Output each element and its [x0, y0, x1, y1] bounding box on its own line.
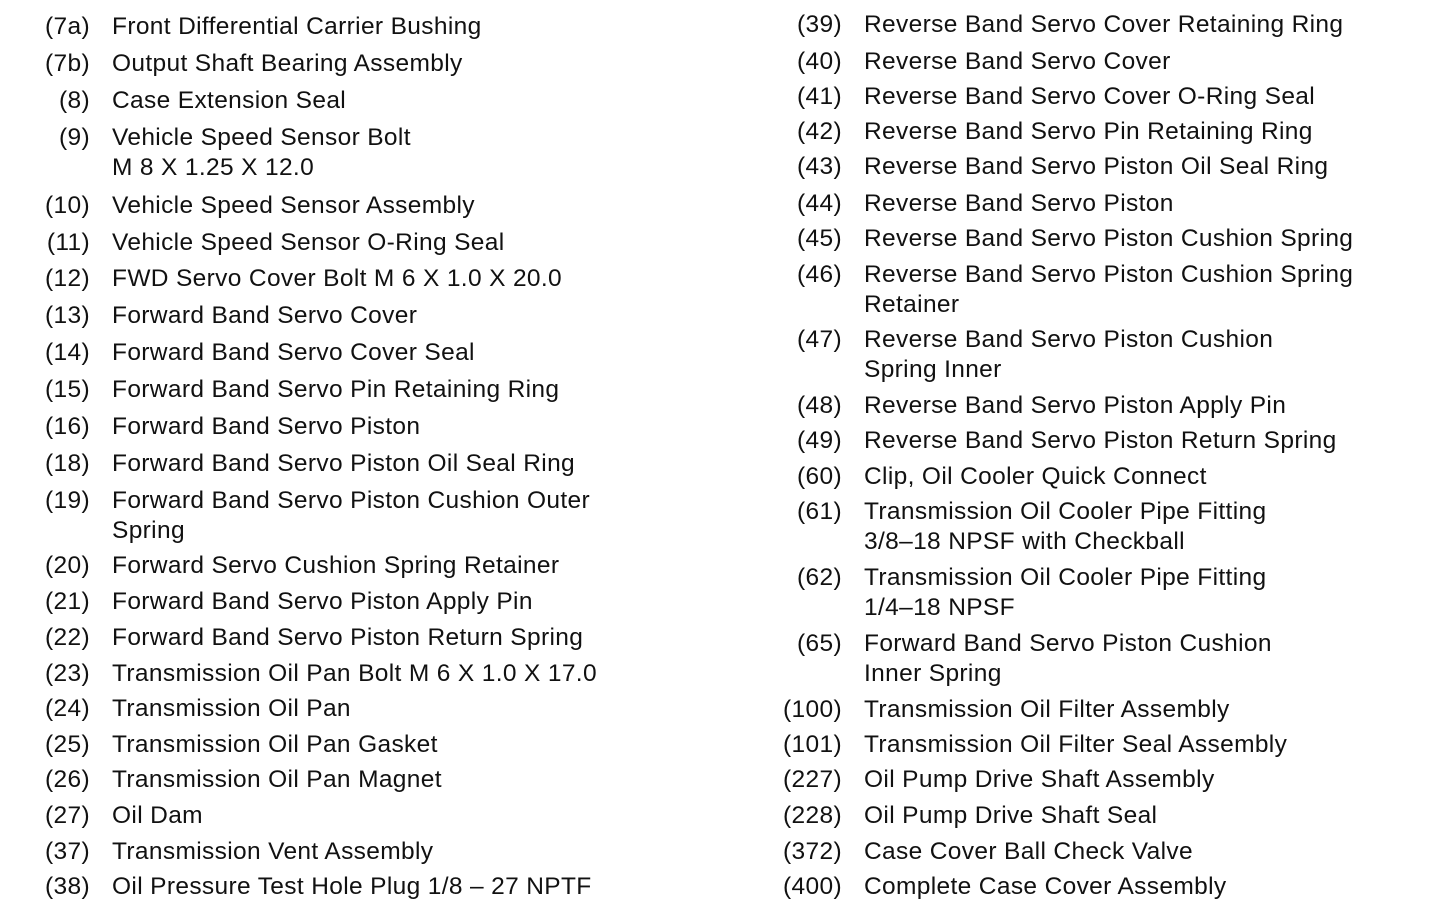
legend-item-description-line: Reverse Band Servo Piston Return Spring	[864, 427, 1337, 454]
legend-item-description-line: Oil Pump Drive Shaft Seal	[864, 802, 1158, 829]
legend-item-description	[112, 338, 475, 368]
legend-item-number: (27)	[45, 802, 90, 829]
legend-item-description-line: Forward Band Servo Piston	[112, 413, 421, 440]
legend-item-description	[112, 872, 592, 902]
legend-item-number: (13)	[45, 302, 90, 329]
legend-item-number: (12)	[45, 265, 90, 292]
legend-item-description	[864, 391, 1286, 421]
legend-item-description	[112, 623, 583, 653]
legend-item-description	[864, 152, 1328, 182]
legend-item-description	[112, 86, 346, 116]
legend-item-description	[112, 765, 442, 795]
legend-item-description-line: Transmission Oil Pan	[112, 695, 351, 722]
legend-item-description-line: Case Extension Seal	[112, 87, 347, 114]
legend-item-number: (16)	[45, 413, 90, 440]
legend-item-description-line: Complete Case Cover Assembly	[864, 873, 1227, 900]
legend-item-number: (65)	[797, 630, 842, 657]
legend-item-description	[112, 123, 411, 183]
legend-item-number: (20)	[45, 552, 90, 579]
legend-item-description-line: Case Cover Ball Check Valve	[864, 838, 1193, 865]
legend-item-description	[112, 730, 438, 760]
legend-item-description-line: Oil Pump Drive Shaft Assembly	[864, 766, 1215, 793]
legend-item-description	[112, 587, 533, 617]
legend-item-number: (7b)	[45, 50, 90, 77]
legend-item-description	[112, 301, 417, 331]
legend-item-number: (22)	[45, 624, 90, 651]
legend-item-description-line: Forward Band Servo Piston Apply Pin	[112, 588, 533, 615]
legend-item-number: (25)	[45, 731, 90, 758]
legend-item-description-line: Reverse Band Servo Piston Cushion Spring	[864, 261, 1354, 288]
legend-item-description	[864, 629, 1272, 689]
legend-item-number: (46)	[797, 261, 842, 288]
legend-item-number: (7a)	[45, 13, 90, 40]
legend-item-description	[864, 47, 1171, 77]
legend-item-description-line: Transmission Oil Filter Assembly	[864, 696, 1230, 723]
legend-item-description-line: Reverse Band Servo Cover	[864, 48, 1171, 75]
legend-item-number: (38)	[45, 873, 90, 900]
legend-item-number: (9)	[59, 124, 90, 151]
legend-item-description-line: Forward Band Servo Piston Return Spring	[112, 624, 584, 651]
legend-item-description-line: Reverse Band Servo Pin Retaining Ring	[864, 118, 1313, 145]
legend-item-description	[112, 486, 590, 546]
legend-item-number: (10)	[45, 192, 90, 219]
legend-item-number: (48)	[797, 392, 842, 419]
legend-item-description	[864, 426, 1337, 456]
legend-item-description	[864, 801, 1157, 831]
legend-item-number: (40)	[797, 48, 842, 75]
legend-item-description-line: 3/8–18 NPSF with Checkball	[864, 528, 1185, 555]
legend-item-number: (372)	[783, 838, 842, 865]
legend-item-number: (14)	[45, 339, 90, 366]
legend-item-description	[864, 10, 1343, 40]
legend-item-description	[112, 551, 559, 581]
legend-item-number: (44)	[797, 190, 842, 217]
legend-item-description	[112, 449, 575, 479]
legend-item-description	[112, 12, 482, 42]
legend-item-description-line: Forward Band Servo Piston Cushion Outer	[112, 487, 591, 514]
legend-item-number: (45)	[797, 225, 842, 252]
legend-item-description-line: Front Differential Carrier Bushing	[112, 13, 482, 40]
legend-item-number: (62)	[797, 564, 842, 591]
legend-item-description	[864, 695, 1230, 725]
legend-item-description-line: Reverse Band Servo Piston Oil Seal Ring	[864, 153, 1329, 180]
legend-item-description-line: Transmission Oil Pan Gasket	[112, 731, 438, 758]
legend-item-description	[864, 730, 1287, 760]
legend-item-description-line: Forward Servo Cushion Spring Retainer	[112, 552, 560, 579]
legend-item-description-line: Output Shaft Bearing Assembly	[112, 50, 463, 77]
legend-item-description-line: Reverse Band Servo Cover Retaining Ring	[864, 11, 1344, 38]
legend-item-number: (42)	[797, 118, 842, 145]
legend-item-description	[112, 659, 597, 689]
legend-item-description-line: Transmission Oil Pan Bolt M 6 X 1.0 X 17.0	[112, 660, 597, 687]
legend-item-number: (49)	[797, 427, 842, 454]
legend-item-description	[864, 765, 1215, 795]
legend-item-description	[864, 325, 1273, 385]
legend-item-description	[112, 49, 463, 79]
legend-item-description	[864, 497, 1266, 557]
legend-item-description-line: Inner Spring	[864, 660, 1002, 687]
legend-item-description-line: Spring Inner	[864, 356, 1002, 383]
legend-item-description	[112, 264, 562, 294]
legend-item-description	[864, 872, 1226, 902]
legend-item-number: (23)	[45, 660, 90, 687]
legend-item-description-line: Oil Dam	[112, 802, 203, 829]
legend-item-number: (61)	[797, 498, 842, 525]
legend-item-description	[864, 117, 1313, 147]
legend-item-number: (227)	[783, 766, 842, 793]
legend-item-description	[864, 224, 1353, 254]
legend-item-description-line: Forward Band Servo Piston Cushion	[864, 630, 1272, 657]
legend-item-number: (41)	[797, 83, 842, 110]
legend-item-number: (400)	[783, 873, 842, 900]
legend-item-description-line: Forward Band Servo Piston Oil Seal Ring	[112, 450, 576, 477]
legend-item-number: (21)	[45, 588, 90, 615]
legend-item-description-line: Reverse Band Servo Piston Cushion	[864, 326, 1274, 353]
legend-item-number: (228)	[783, 802, 842, 829]
legend-item-number: (100)	[783, 696, 842, 723]
legend-item-number: (15)	[45, 376, 90, 403]
legend-item-description	[112, 375, 559, 405]
legend-item-description-line: M 8 X 1.25 X 12.0	[112, 154, 315, 181]
legend-item-description-line: Transmission Oil Pan Magnet	[112, 766, 442, 793]
legend-item-description	[864, 260, 1353, 320]
legend-item-description-line: Transmission Vent Assembly	[112, 838, 434, 865]
legend-item-number: (60)	[797, 463, 842, 490]
legend-item-number: (11)	[46, 229, 90, 256]
legend-item-description-line: Reverse Band Servo Piston Apply Pin	[864, 392, 1287, 419]
legend-item-number: (8)	[59, 87, 90, 114]
legend-item-description	[112, 412, 420, 442]
legend-item-number: (18)	[45, 450, 90, 477]
legend-item-description	[864, 837, 1193, 867]
legend-item-description	[864, 462, 1207, 492]
legend-item-description-line: FWD Servo Cover Bolt M 6 X 1.0 X 20.0	[112, 265, 563, 292]
legend-item-description-line: Spring	[112, 517, 185, 544]
legend-item-description	[864, 189, 1174, 219]
legend-item-description-line: Transmission Oil Filter Seal Assembly	[864, 731, 1288, 758]
legend-item-number: (39)	[797, 11, 842, 38]
legend-item-description-line: Vehicle Speed Sensor O-Ring Seal	[112, 229, 505, 256]
legend-item-number: (101)	[783, 731, 842, 758]
legend-item-description-line: Forward Band Servo Pin Retaining Ring	[112, 376, 560, 403]
legend-item-description-line: Vehicle Speed Sensor Assembly	[112, 192, 475, 219]
legend-item-description	[112, 837, 433, 867]
legend-item-description	[864, 82, 1315, 112]
legend-item-description-line: Forward Band Servo Cover	[112, 302, 418, 329]
legend-item-description-line: Forward Band Servo Cover Seal	[112, 339, 475, 366]
legend-item-description-line: Transmission Oil Cooler Pipe Fitting	[864, 564, 1267, 591]
legend-item-number: (24)	[45, 695, 90, 722]
legend-item-description-line: Retainer	[864, 291, 960, 318]
legend-item-description-line: Oil Pressure Test Hole Plug 1/8 – 27 NPTF	[112, 873, 592, 900]
legend-item-description-line: Vehicle Speed Sensor Bolt	[112, 124, 411, 151]
legend-item-number: (19)	[45, 487, 90, 514]
legend-item-number: (43)	[797, 153, 842, 180]
legend-item-number: (47)	[797, 326, 842, 353]
legend-item-description-line: Reverse Band Servo Piston Cushion Spring	[864, 225, 1354, 252]
legend-item-number: (37)	[45, 838, 90, 865]
legend-item-description-line: Reverse Band Servo Cover O-Ring Seal	[864, 83, 1316, 110]
legend-item-description-line: Clip, Oil Cooler Quick Connect	[864, 463, 1207, 490]
legend-item-description	[864, 563, 1266, 623]
legend-item-number: (26)	[45, 766, 90, 793]
legend-item-description-line: Transmission Oil Cooler Pipe Fitting	[864, 498, 1267, 525]
legend-item-description	[112, 694, 351, 724]
legend-item-description	[112, 191, 475, 221]
legend-item-description	[112, 228, 505, 258]
legend-item-description	[112, 801, 203, 831]
legend-item-description-line: 1/4–18 NPSF	[864, 594, 1015, 621]
legend-item-description-line: Reverse Band Servo Piston	[864, 190, 1174, 217]
